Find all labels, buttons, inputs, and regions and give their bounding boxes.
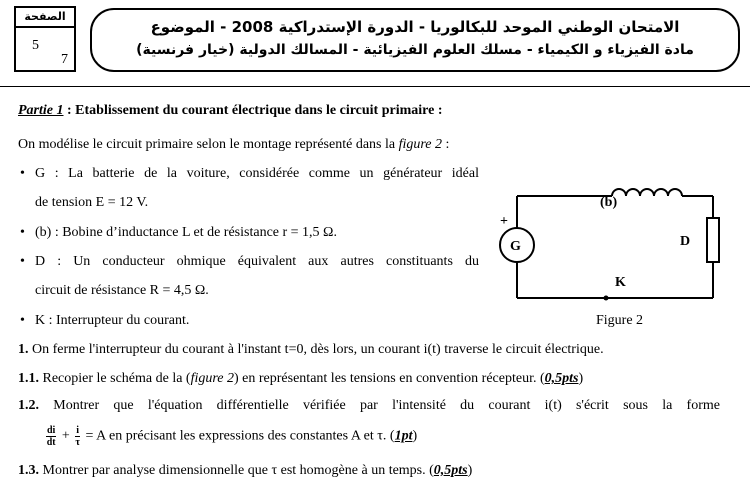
label-plus: + <box>500 214 508 229</box>
total-pages: 7 <box>61 52 68 67</box>
exam-title-box <box>90 8 740 72</box>
q12-close: ) <box>412 428 418 444</box>
question-1 <box>18 342 604 358</box>
frac-di-dt <box>46 425 56 448</box>
intro-paragraph <box>18 137 449 153</box>
q13-text: Montrer par analyse dimensionnelle que τ est homogène à un temps. ( <box>39 463 434 478</box>
label-k: K <box>615 275 626 290</box>
part-heading <box>18 103 443 119</box>
page-number-box <box>14 6 76 72</box>
resistor-d <box>707 218 719 262</box>
q11-points: 0,5pts <box>544 371 579 386</box>
question-1-1 <box>18 371 583 387</box>
q12-points: 1pt <box>394 428 413 444</box>
q13-points: 0,5pts <box>433 463 468 478</box>
switch-k <box>604 296 609 301</box>
q1-number: 1. <box>18 342 29 357</box>
q11-text: Recopier le schéma de la ( <box>39 371 191 386</box>
question-1-3 <box>18 463 472 479</box>
q11-text2: ) en représentant les tensions en convention récepteur. ( <box>234 371 545 386</box>
part-label: Partie 1 <box>18 103 64 118</box>
label-g: G <box>510 239 521 254</box>
bullet-coil: • (b) : Bobine d’inductance L et de résistance r = 1,5 Ω. <box>35 225 337 241</box>
frac1-den: dt <box>46 437 56 448</box>
frac2-num: i <box>76 425 80 436</box>
figure-caption: Figure 2 <box>596 313 644 328</box>
q11-figure-ref: figure 2 <box>190 371 235 386</box>
label-b: (b) <box>600 195 618 210</box>
exam-title-line1: الامتحان الوطني الموحد للبكالوريا - الدورة الإستدراكية 2008 - الموضوع <box>150 18 680 36</box>
frac2-den: τ <box>75 437 80 448</box>
q12-plus: + <box>58 428 74 444</box>
q12-eq: = A en précisant les expressions des constantes A et τ. ( <box>82 428 395 444</box>
q12-text: Montrer que l'équation différentielle vérifiée par l'intensité du courant i(t) s'écrit sous la forme <box>39 398 720 413</box>
question-1-2 <box>18 398 720 414</box>
exam-title-line2: مادة الفيزياء و الكيمياء - مسلك العلوم الفيزيائية - المسالك الدولية (خيار فرنسية) <box>136 42 694 58</box>
bullet-generator: • G : La batterie de la voiture, considérée comme un générateur idéal <box>35 166 479 182</box>
page-number: 5 <box>32 38 39 53</box>
q13-close: ) <box>467 463 473 478</box>
page-label: الصفحة <box>16 8 74 28</box>
q11-close: ) <box>578 371 584 386</box>
header-divider <box>0 86 750 87</box>
label-d: D <box>680 234 691 249</box>
intro-end: : <box>442 137 450 152</box>
q12-equation <box>44 425 417 451</box>
frac1-num: di <box>47 425 56 436</box>
q13-number: 1.3. <box>18 463 39 478</box>
bullet-switch: • K : Interrupteur du courant. <box>35 313 189 329</box>
part-title: : Etablissement du courant électrique dans le circuit primaire : <box>63 103 443 118</box>
bullet-generator-cont: de tension E = 12 V. <box>35 195 149 210</box>
q1-text: On ferme l'interrupteur du courant à l'instant t=0, dès lors, un courant i(t) traverse le circuit électrique. <box>28 342 604 357</box>
bullet-resistor: • D : Un conducteur ohmique équivalent aux autres constituants du <box>35 254 479 270</box>
intro-figure-ref: figure 2 <box>398 137 443 152</box>
intro-text: On modélise le circuit primaire selon le montage représenté dans la <box>18 137 399 152</box>
circuit-diagram <box>490 168 730 308</box>
q11-number: 1.1. <box>18 371 39 386</box>
frac-i-tau <box>75 425 80 448</box>
bullet-resistor-cont: circuit de résistance R = 4,5 Ω. <box>35 283 209 298</box>
coil-b <box>612 189 682 196</box>
q12-number: 1.2. <box>18 398 39 413</box>
